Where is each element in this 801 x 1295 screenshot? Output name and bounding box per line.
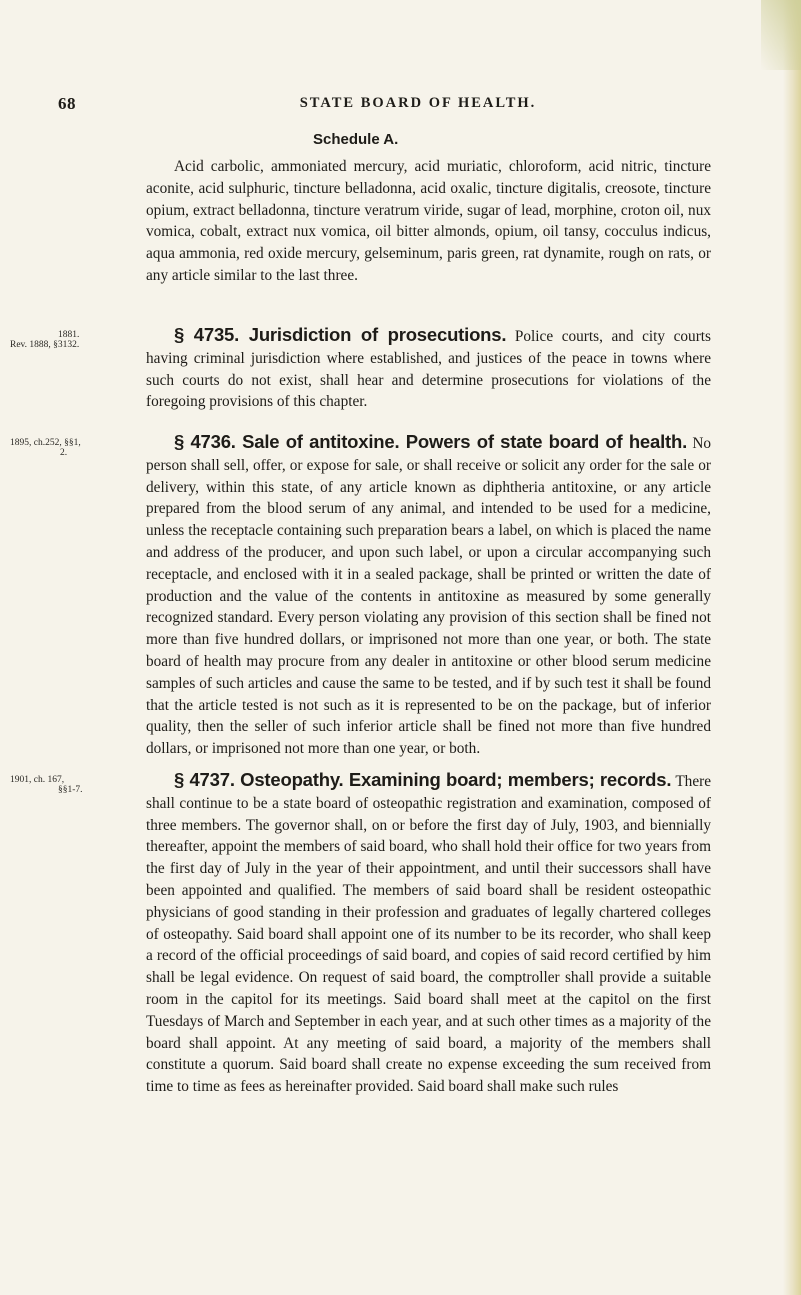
section-heading: § 4737. Osteopathy. Examining board; members; records. (174, 769, 672, 790)
margin-note-citation: 1895, ch.252, §§1, (10, 438, 81, 448)
page-edge-shadow (783, 0, 801, 1295)
margin-note-4735 (10, 330, 130, 350)
page-header (58, 94, 698, 118)
schedule-body: Acid carbolic, ammoniated mercury, acid muriatic, chloroform, acid nitric, tincture aconite, acid sulphuric, tincture belladonna, acid oxalic, tincture digitalis, creosote, tincture opium, extract belladonna, tincture veratrum viride, sugar of lead, morphine, croton oil, nux vomica, cobalt, extract nux vomica, oil bitter almonds, opium, oil tansy, cocculus indicus, aqua ammonia, red oxide mercury, gelseminum, paris green, rat dynamite, rough on rats, or any article similar to the last three. (146, 158, 711, 284)
section-4735 (146, 324, 711, 413)
section-4737 (146, 769, 711, 1098)
margin-note-4736 (10, 438, 130, 458)
schedule-title: Schedule A. (313, 131, 399, 148)
section-4736 (146, 431, 711, 760)
section-heading: § 4735. Jurisdiction of prosecutions. (174, 324, 507, 345)
section-body: Police courts, and city courts having criminal jurisdiction where established, and justices of the peace in towns where such courts do not exist, shall hear and determine prosecutions for violations of the foregoing provisions of this chapter. (146, 328, 711, 411)
margin-note-citation-cont: 2. (60, 448, 68, 458)
margin-note-4737 (10, 775, 130, 795)
running-head: STATE BOARD OF HEALTH. (299, 95, 537, 111)
section-body: There shall continue to be a state board of osteopathic registration and examination, composed of three members. The governor shall, on or before the first day of July, 1903, and biennially thereafter, appoint the members of said board, who shall hold their office for two years from the first day of July in the year of their appointment, and until their successors shall have been appointed and qualified. The members of said board shall be resident osteopathic physicians of good standing in their profession and graduates of legally chartered colleges of osteopathy. Said board shall appoint one of its number to be its recorder, who shall keep a record of the official proceedings of said board, and copies of said record certified by him shall be legal evidence. On request of said board, the comptroller shall provide a suitable room in the capitol for its meetings. Said board shall meet at the capitol on the first Tuesdays of March and September in each year, and at such other times as a majority of the board shall appoint. At any meeting of said board, a majority of the members shall constitute a quorum. Said board shall create no expense exceeding the sum received from time to time as fees as hereinafter provided. Said board shall make such rules (146, 773, 711, 1096)
margin-note-citation-cont: §§1-7. (58, 785, 83, 795)
page-corner-stain (761, 0, 801, 70)
margin-note-citation: 1901, ch. 167, (10, 775, 65, 785)
section-body: No person shall sell, offer, or expose for sale, or shall receive or solicit any order for the sale or delivery, within this state, of any article known as diphtheria antitoxine, or any article prepared from the blood serum of any animal, and intended to be used for a medicine, unless the receptacle containing such preparation bears a label, on which is placed the name and address of the producer, and upon such label, or upon a circular accompanying such receptacle, and enclosed with it in a sealed package, shall be printed or written the date of production and the value of the contents in antitoxine as measured by some generally recognized standard. Every person violating any provision of this section shall be fined not more than five hundred dollars, or imprisoned not more than one year, or both. The state board of health may procure from any dealer in antitoxine or other blood serum medicine samples of such articles and cause the same to be tested, and if by such test it shall be found that the article tested is not such as it is represented to be on the package, but of inferior quality, then the seller of such inferior article shall be fined not more than five hundred dollars, or imprisoned not more than one year, or both. (146, 435, 712, 758)
page-number: 68 (58, 94, 76, 113)
margin-note-citation: Rev. 1888, §3132. (10, 340, 80, 350)
section-heading: § 4736. Sale of antitoxine. Powers of state board of health. (174, 431, 688, 452)
margin-note-year: 1881. (58, 330, 80, 340)
